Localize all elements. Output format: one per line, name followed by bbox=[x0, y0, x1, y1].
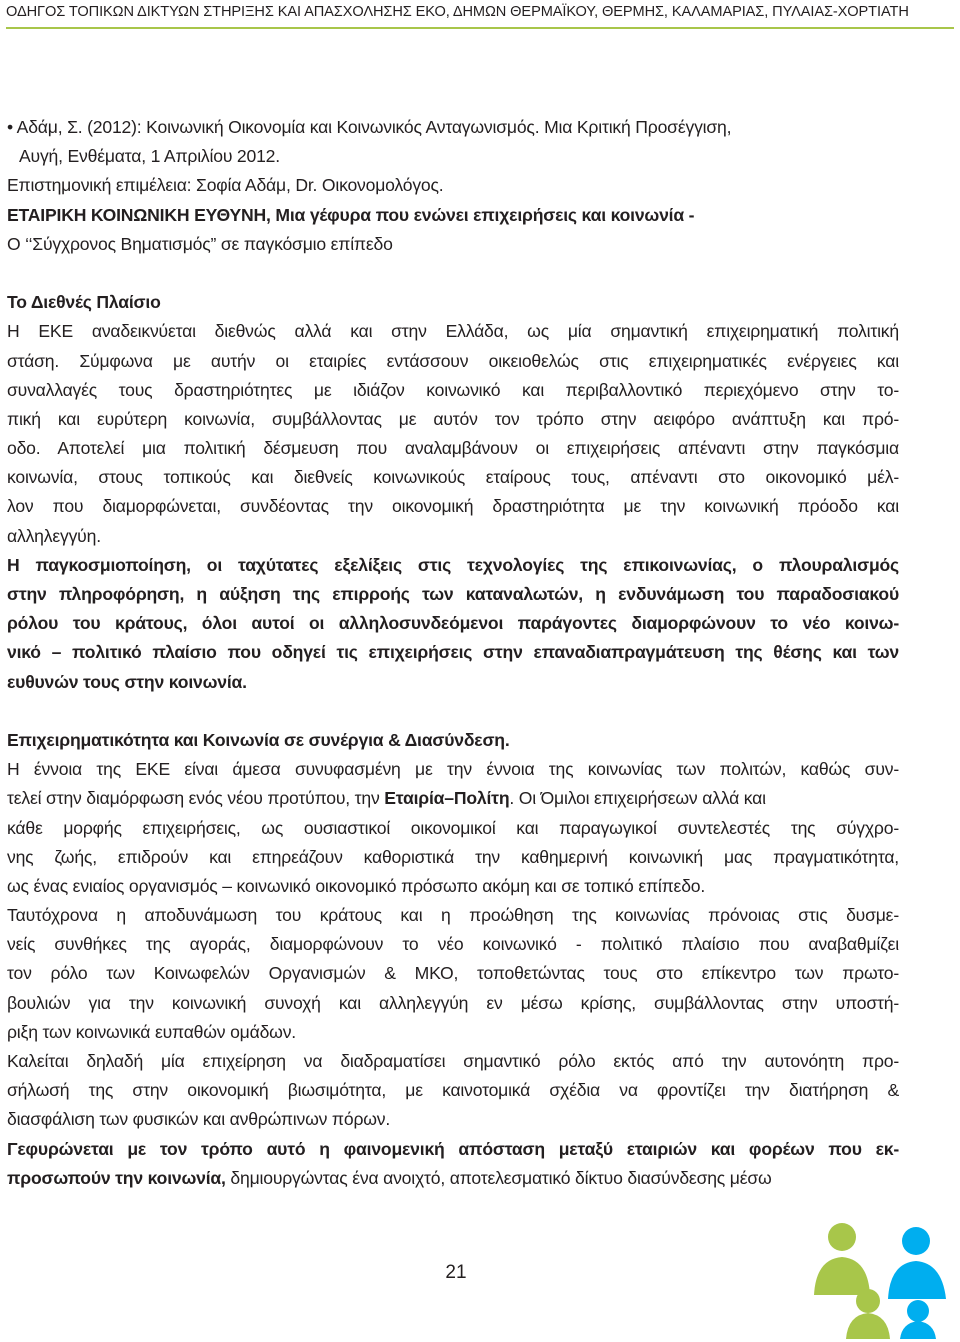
running-header: ΟΔΗΓΟΣ ΤΟΠΙΚΩΝ ΔΙΚΤΥΩΝ ΣΤΗΡΙΞΗΣ ΚΑΙ ΑΠΑΣΧΟΛΗΣΗΣ ΕΚΟ, ΔΗΜΩΝ ΘΕΡΜΑΪΚΟΥ, ΘΕΡΜΗΣ, ΚΑΛΑΜΑΡΙΑΣ, ΠΥΛΑΙΑΣ-ΧΟΡΤΙΑΤΗ bbox=[6, 4, 909, 20]
paragraph-line: στάση. Σύμφωνα με αυτήν οι εταιρίες εντάσσουν οικειοθελώς στις επιχειρηματικές ενέργειες και bbox=[7, 350, 899, 371]
bold-paragraph-line: ρόλου του κράτους, όλοι αυτοί οι αλληλοσυνδεόμενοι παράγοντες διαμορφώνουν το νέο κοινω- bbox=[7, 613, 899, 634]
paragraph-line: Η έννοια της ΕΚΕ είναι άμεσα συνυφασμένη με την έννοια της κοινωνίας των πολιτών, καθώς συν- bbox=[7, 759, 899, 780]
paragraph-line: λον που διαμορφώνεται, συνδέοντας την οικονομική δραστηριότητα με την κοινωνική πρόοδο και bbox=[7, 496, 899, 517]
logo-figure-blue-right bbox=[888, 1227, 946, 1299]
paragraph-line: σήλωσή της στην οικονομική βιωσιμότητα, με καινοτομικά σχέδια να φροντίζει την διατήρηση & bbox=[7, 1080, 899, 1101]
bold-paragraph-line: Γεφυρώνεται με τον τρόπο αυτό η φαινομενική απόσταση μεταξύ εταιριών και φορέων που εκ- bbox=[7, 1138, 899, 1159]
paragraph-line: ριξη των κοινωνικά ευπαθών ομάδων. bbox=[7, 1021, 296, 1042]
article-title-line-2: Ο ‘‘Σύγχρονος Βηματισμός” σε παγκόσμιο επίπεδο bbox=[7, 233, 393, 254]
paragraph-line: νης ζωής, επιδρούν και επηρεάζουν καθοριστικά την καθημερινή κοινωνική μας πραγματικότητα, bbox=[7, 846, 899, 867]
text-run: δημιουργώντας ένα ανοιχτό, αποτελεσματικό δίκτυο διασύνδεσης μέσω bbox=[225, 1167, 772, 1188]
paragraph-line: Ταυτόχρονα η αποδυνάμωση του κράτους και η προώθηση της κοινωνίας πρόνοιας στις δυσμε- bbox=[7, 905, 899, 926]
paragraph-line: διασφάλιση των φυσικών και ανθρώπινων πόρων. bbox=[7, 1109, 391, 1130]
paragraph-line: συναλλαγές τους δραστηριότητες με ιδιάζον κοινωνικό και περιβαλλοντικό περιεχόμενο στην το- bbox=[7, 379, 899, 400]
document-body bbox=[7, 113, 899, 1193]
paragraph-line: κάθε μορφής επιχειρήσεις, ως ουσιαστικοί οικονομικοί και παραγωγικοί συντελεστές της σύγχρο- bbox=[7, 817, 899, 838]
text-run: τελεί στην διαμόρφωση ενός νέου προτύπου, την bbox=[7, 788, 385, 809]
paragraph-line: ως ένας ενιαίος οργανισμός – κοινωνικό οικονομικό πρόσωπο ακόμη και σε τοπικό επίπεδο. bbox=[7, 875, 706, 896]
bold-paragraph-line: στην πληροφόρηση, η αύξηση της επιρροής των καταναλωτών, η ενδυνάμωση του παραδοσιακού bbox=[7, 584, 899, 604]
section-heading-synergy: Επιχειρηματικότητα και Κοινωνία σε συνέργια & Διασύνδεση. bbox=[7, 729, 510, 750]
paragraph-line: βουλιών για την κοινωνική συνοχή και αλληλεγγύη εν μέσω κρίσης, συμβάλλοντας στην υποστή- bbox=[7, 992, 899, 1013]
bold-run: προσωπούν την κοινωνία, bbox=[7, 1167, 226, 1188]
text-run: . Οι Όμιλοι επιχειρήσεων αλλά και bbox=[509, 788, 766, 809]
article-title-line-1: ΕΤΑΙΡΙΚΗ ΚΟΙΝΩΝΙΚΗ ΕΥΘΥΝΗ, Μια γέφυρα που ενώνει επιχειρήσεις και κοινωνία - bbox=[7, 204, 695, 225]
paragraph-line: τον ρόλο των Κοινωφελών Οργανισμών & ΜΚΟ, τοποθετώντας τους στο επίκεντρο των πρωτο- bbox=[7, 963, 899, 984]
section-heading-international: Το Διεθνές Πλαίσιο bbox=[7, 292, 161, 313]
paragraph-line: οδο. Αποτελεί μια πολιτική δέσμευση που αναλαμβάνουν οι επιχειρήσεις απέναντι στην παγκόσμια bbox=[7, 438, 899, 459]
logo-figure-green-bottom bbox=[846, 1289, 890, 1339]
reference-line-2: Αυγή, Ενθέματα, 1 Απριλίου 2012. bbox=[19, 146, 280, 167]
paragraph-line: κοινωνία, στους τοπικούς και διεθνείς κοινωνικούς εταίρους τους, απέναντι στο οικονομικό μέλ- bbox=[7, 467, 899, 488]
paragraph-line bbox=[7, 784, 899, 813]
editor-credit bbox=[7, 171, 899, 200]
editor-label: Επιστημονική επιμέλεια: bbox=[7, 175, 192, 196]
paragraph-line: Η ΕΚΕ αναδεικνύεται διεθνώς αλλά και στην Ελλάδα, ως μία σημαντική επιχειρηματική πολιτική bbox=[7, 321, 899, 342]
reference-line-1: • Αδάμ, Σ. (2012): Κοινωνική Οικονομία και Κοινωνικός Ανταγωνισμός. Μια Κριτική Προσέγγιση, bbox=[7, 117, 732, 137]
logo-figure-green-left bbox=[814, 1223, 870, 1295]
header-divider bbox=[6, 27, 954, 29]
paragraph-line: αλληλεγγύη. bbox=[7, 525, 101, 546]
paragraph-line: νείς συνθήκες της αγοράς, διαμορφώνουν το νέο κοινωνικό - πολιτικό πλαίσιο που αναβαθμίζει bbox=[7, 934, 899, 955]
bold-paragraph-line: ευθυνών τους στην κοινωνία. bbox=[7, 671, 247, 692]
paragraph-line: Καλείται δηλαδή μία επιχείρηση να διαδραματίσει σημαντικό ρόλο εκτός από την αυτονόητη προ- bbox=[7, 1051, 899, 1071]
company-citizen-term: Εταιρία–Πολίτη bbox=[384, 788, 510, 809]
logo-figure-blue-bottom bbox=[900, 1300, 936, 1339]
paragraph-line: πική και ευρύτερη κοινωνία, συμβάλλοντας με αυτόν τον τρόπο στην αειφόρο ανάπτυξη και πρό- bbox=[7, 408, 899, 429]
paragraph-line bbox=[7, 1164, 899, 1193]
bold-paragraph-line: Η παγκοσμιοποίηση, οι ταχύτατες εξελίξεις στις τεχνολογίες της επικοινωνίας, ο πλουραλισμός bbox=[7, 554, 899, 575]
editor-value: Σοφία Αδάμ, Dr. Οικονομολόγος. bbox=[191, 175, 444, 196]
people-network-logo-icon bbox=[806, 1215, 956, 1339]
bold-paragraph-line: νικό – πολιτικό πλαίσιο που οδηγεί τις επιχειρήσεις στην επαναδιαπραγμάτευση της θέσης και των bbox=[7, 642, 899, 663]
page-number: 21 bbox=[445, 1262, 467, 1283]
